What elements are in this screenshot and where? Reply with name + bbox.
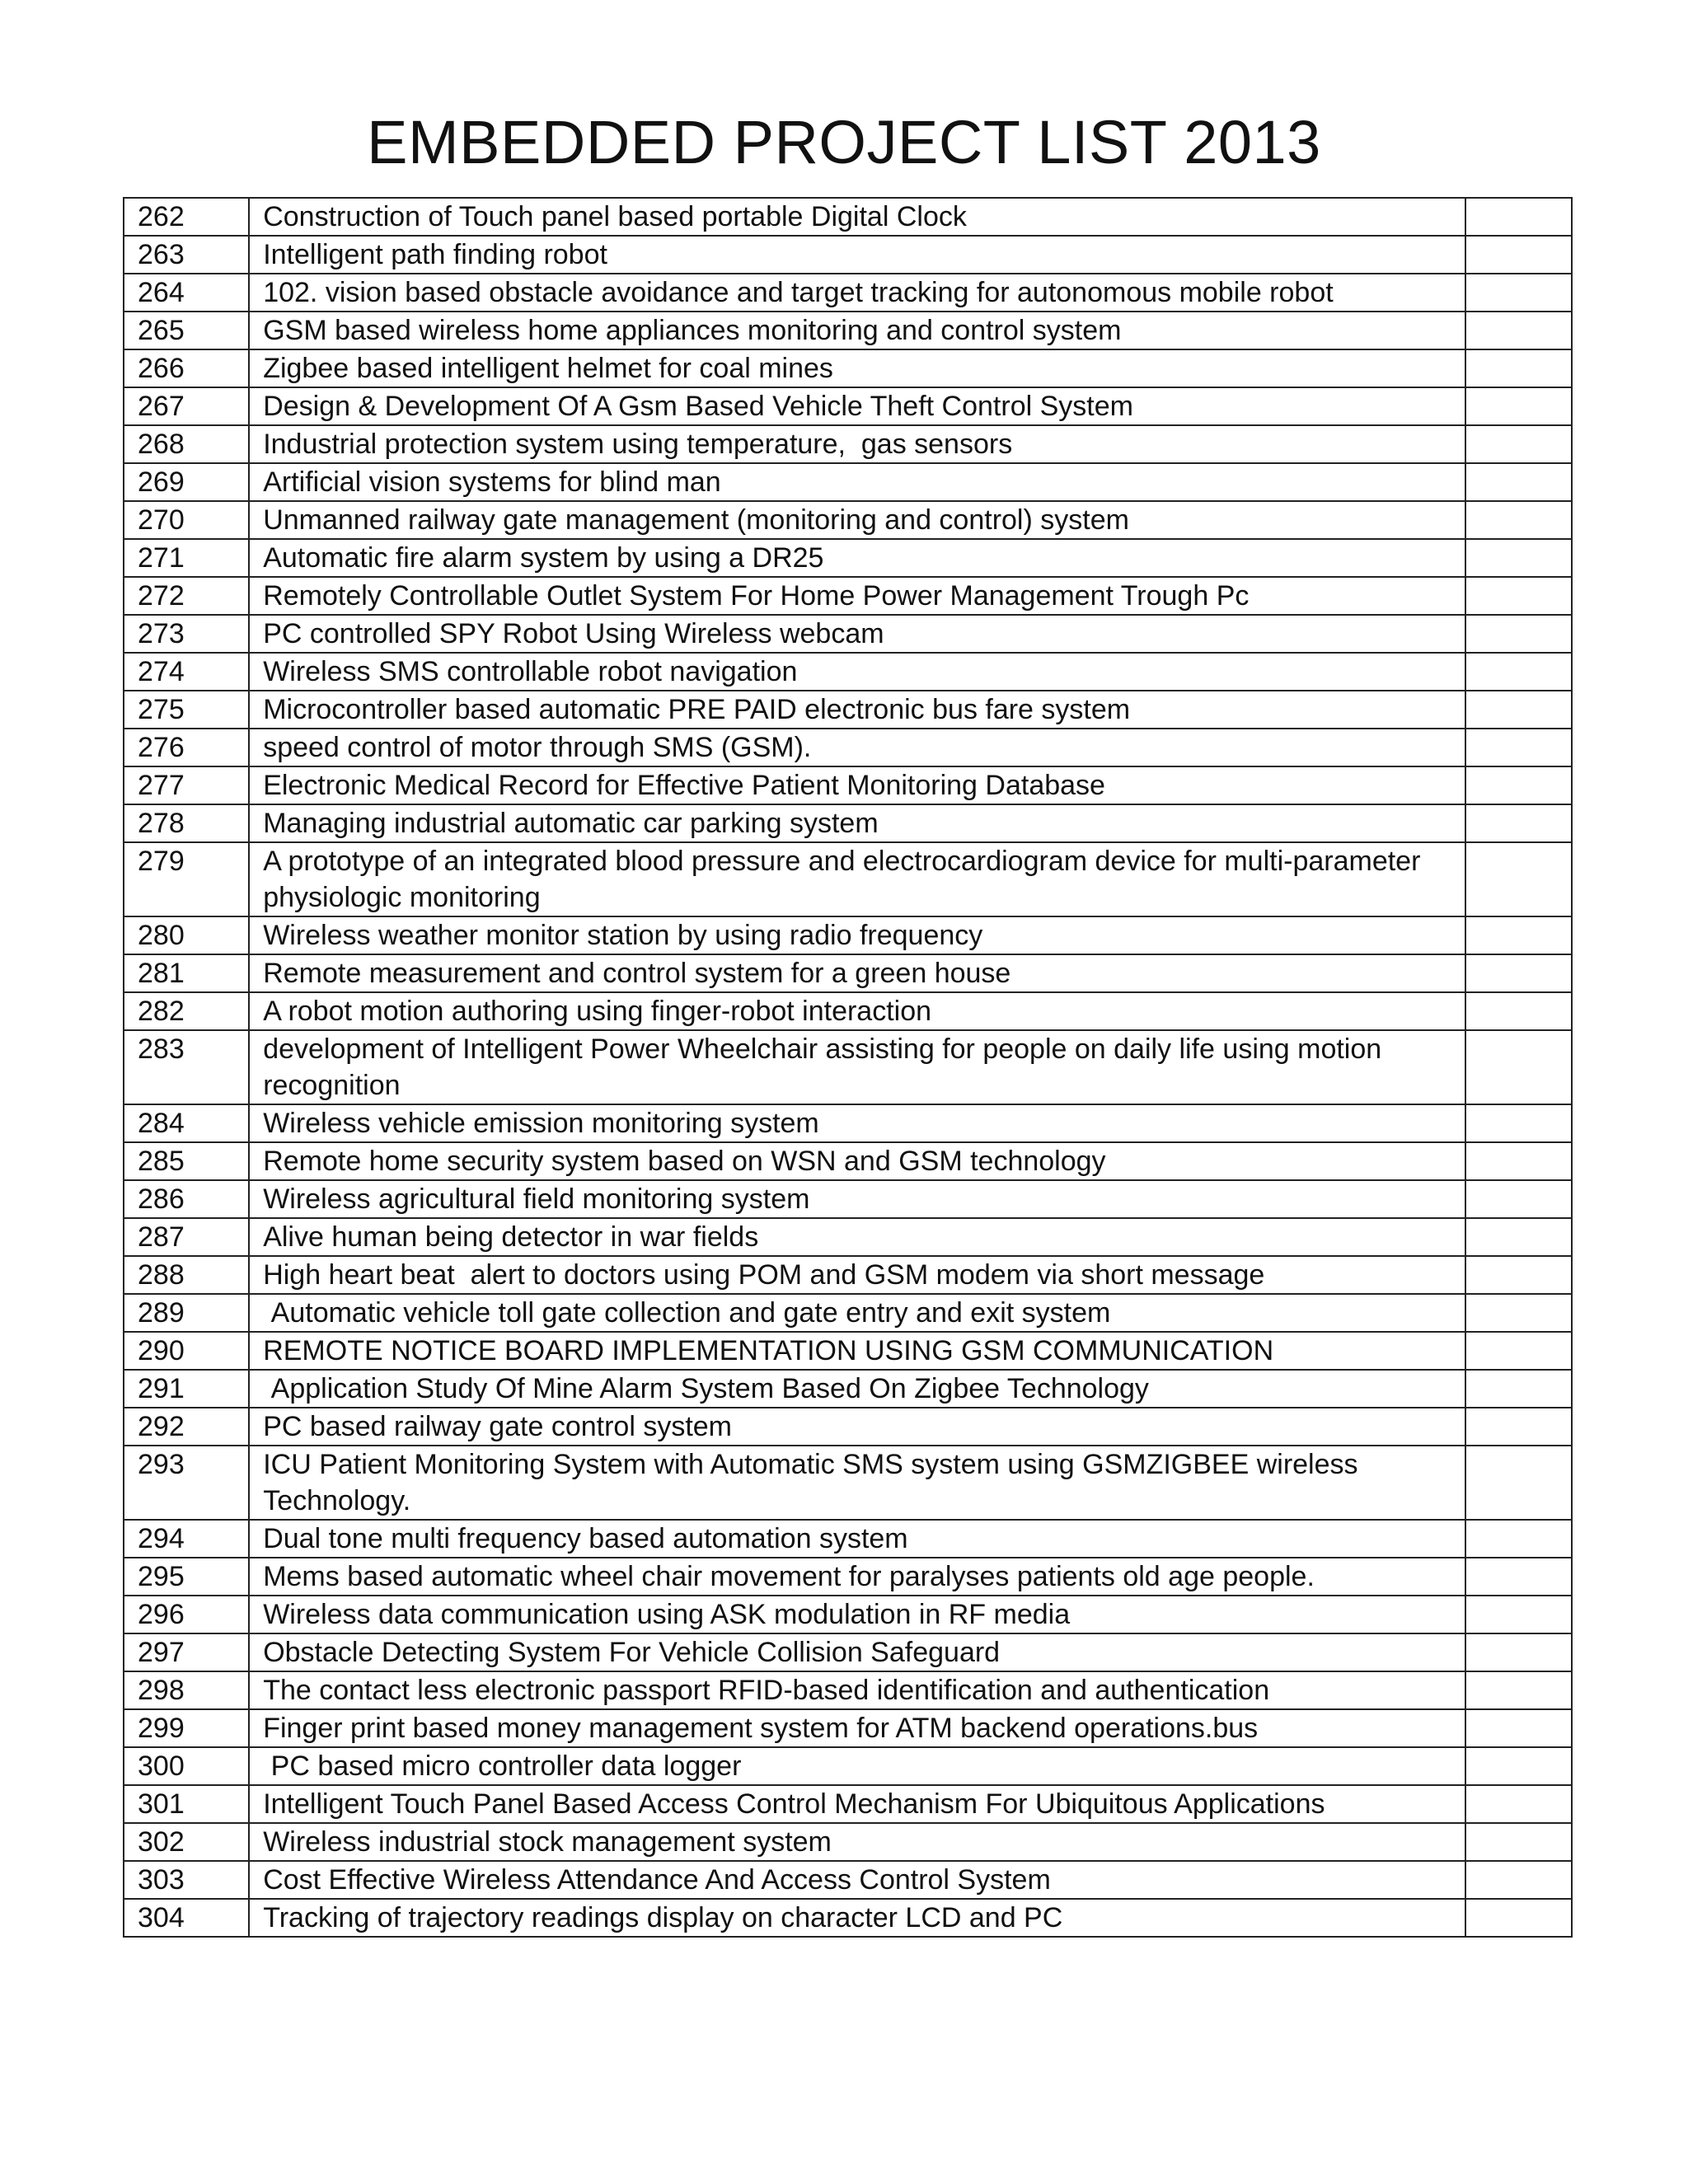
project-number: 278 bbox=[124, 804, 249, 842]
project-title bbox=[249, 463, 1465, 501]
project-title bbox=[249, 691, 1465, 729]
empty-cell bbox=[1465, 577, 1572, 615]
project-title bbox=[249, 1633, 1465, 1671]
project-title-text: Construction of Touch panel based portable Digital Clock bbox=[263, 201, 967, 232]
project-title-text: Automatic fire alarm system by using a DR25 bbox=[263, 542, 824, 574]
table-row bbox=[124, 842, 1572, 916]
table-row bbox=[124, 1899, 1572, 1937]
project-title bbox=[249, 992, 1465, 1030]
table-row bbox=[124, 1446, 1572, 1520]
project-title-text: A robot motion authoring using finger-robot interaction bbox=[263, 996, 932, 1027]
project-title-text: Wireless vehicle emission monitoring system bbox=[263, 1108, 819, 1139]
empty-cell bbox=[1465, 387, 1572, 425]
empty-cell bbox=[1465, 1180, 1572, 1218]
table-row bbox=[124, 1747, 1572, 1785]
empty-cell bbox=[1465, 1823, 1572, 1861]
project-title bbox=[249, 615, 1465, 653]
table-row bbox=[124, 1633, 1572, 1671]
table-row bbox=[124, 916, 1572, 954]
project-title bbox=[249, 349, 1465, 387]
empty-cell bbox=[1465, 1408, 1572, 1446]
table-row bbox=[124, 274, 1572, 312]
project-title bbox=[249, 1180, 1465, 1218]
table-row bbox=[124, 1823, 1572, 1861]
project-title-text: speed control of motor through SMS (GSM). bbox=[263, 732, 812, 763]
empty-cell bbox=[1465, 916, 1572, 954]
table-row bbox=[124, 387, 1572, 425]
empty-cell bbox=[1465, 804, 1572, 842]
project-title bbox=[249, 1747, 1465, 1785]
project-title-text: A prototype of an integrated blood pressure and electrocardiogram device for multi-parameter physiologic monitoring bbox=[263, 846, 1428, 913]
project-number: 284 bbox=[124, 1104, 249, 1142]
project-number: 292 bbox=[124, 1408, 249, 1446]
empty-cell bbox=[1465, 198, 1572, 236]
table-row bbox=[124, 1558, 1572, 1596]
table-row bbox=[124, 1370, 1572, 1408]
project-number: 274 bbox=[124, 653, 249, 691]
project-title-text: Dual tone multi frequency based automation system bbox=[263, 1523, 908, 1554]
project-title bbox=[249, 387, 1465, 425]
project-title-text: Wireless data communication using ASK modulation in RF media bbox=[263, 1599, 1071, 1630]
table-row bbox=[124, 425, 1572, 463]
project-title bbox=[249, 1370, 1465, 1408]
project-number: 280 bbox=[124, 916, 249, 954]
project-number: 291 bbox=[124, 1370, 249, 1408]
empty-cell bbox=[1465, 1861, 1572, 1899]
project-number: 272 bbox=[124, 577, 249, 615]
empty-cell bbox=[1465, 312, 1572, 349]
project-number: 281 bbox=[124, 954, 249, 992]
project-title bbox=[249, 1446, 1465, 1520]
project-title-text: Application Study Of Mine Alarm System Based On Zigbee Technology bbox=[263, 1373, 1149, 1404]
table-row bbox=[124, 312, 1572, 349]
empty-cell bbox=[1465, 274, 1572, 312]
project-title-text: PC based micro controller data logger bbox=[263, 1750, 742, 1782]
table-row bbox=[124, 236, 1572, 274]
project-number: 288 bbox=[124, 1256, 249, 1294]
table-row bbox=[124, 349, 1572, 387]
project-number: 301 bbox=[124, 1785, 249, 1823]
table-row bbox=[124, 992, 1572, 1030]
project-number: 275 bbox=[124, 691, 249, 729]
project-title-text: Industrial protection system using temperature, gas sensors bbox=[263, 429, 1013, 460]
empty-cell bbox=[1465, 1294, 1572, 1332]
project-number: 268 bbox=[124, 425, 249, 463]
empty-cell bbox=[1465, 1218, 1572, 1256]
project-title-text: Intelligent path finding robot bbox=[263, 239, 607, 270]
project-title-text: Cost Effective Wireless Attendance And Access Control System bbox=[263, 1864, 1051, 1896]
project-title bbox=[249, 916, 1465, 954]
empty-cell bbox=[1465, 615, 1572, 653]
project-title bbox=[249, 577, 1465, 615]
project-title-text: Intelligent Touch Panel Based Access Control Mechanism For Ubiquitous Applications bbox=[263, 1788, 1325, 1820]
project-title-text: GSM based wireless home appliances monitoring and control system bbox=[263, 315, 1122, 346]
project-title-text: REMOTE NOTICE BOARD IMPLEMENTATION USING GSM COMMUNICATION bbox=[263, 1335, 1274, 1366]
empty-cell bbox=[1465, 842, 1572, 916]
project-title-text: PC controlled SPY Robot Using Wireless webcam bbox=[263, 618, 884, 649]
project-title bbox=[249, 842, 1465, 916]
project-title bbox=[249, 1520, 1465, 1558]
empty-cell bbox=[1465, 1747, 1572, 1785]
project-title-text: Managing industrial automatic car parking system bbox=[263, 808, 879, 839]
empty-cell bbox=[1465, 1709, 1572, 1747]
project-title bbox=[249, 1861, 1465, 1899]
empty-cell bbox=[1465, 463, 1572, 501]
project-title-text: Artificial vision systems for blind man bbox=[263, 466, 721, 498]
table-row bbox=[124, 1218, 1572, 1256]
project-number: 270 bbox=[124, 501, 249, 539]
project-title bbox=[249, 1785, 1465, 1823]
project-title-text: development of Intelligent Power Wheelchair assisting for people on daily life using motion recognition bbox=[263, 1033, 1390, 1101]
project-number: 269 bbox=[124, 463, 249, 501]
empty-cell bbox=[1465, 1671, 1572, 1709]
empty-cell bbox=[1465, 1558, 1572, 1596]
project-number: 273 bbox=[124, 615, 249, 653]
project-title-text: Wireless industrial stock management system bbox=[263, 1826, 832, 1858]
project-title-text: Tracking of trajectory readings display on character LCD and PC bbox=[263, 1902, 1063, 1933]
project-title-text: Wireless weather monitor station by using radio frequency bbox=[263, 920, 983, 951]
empty-cell bbox=[1465, 1142, 1572, 1180]
table-row bbox=[124, 1520, 1572, 1558]
project-title bbox=[249, 729, 1465, 766]
project-number: 303 bbox=[124, 1861, 249, 1899]
empty-cell bbox=[1465, 1520, 1572, 1558]
project-title bbox=[249, 198, 1465, 236]
table-row bbox=[124, 653, 1572, 691]
table-row bbox=[124, 766, 1572, 804]
project-title bbox=[249, 1030, 1465, 1104]
project-title bbox=[249, 312, 1465, 349]
project-number: 296 bbox=[124, 1596, 249, 1633]
table-row bbox=[124, 577, 1572, 615]
empty-cell bbox=[1465, 766, 1572, 804]
project-title bbox=[249, 804, 1465, 842]
table-row bbox=[124, 615, 1572, 653]
empty-cell bbox=[1465, 1370, 1572, 1408]
project-title bbox=[249, 425, 1465, 463]
empty-cell bbox=[1465, 653, 1572, 691]
project-number: 299 bbox=[124, 1709, 249, 1747]
project-title bbox=[249, 1142, 1465, 1180]
table-row bbox=[124, 539, 1572, 577]
project-title-text: Obstacle Detecting System For Vehicle Collision Safeguard bbox=[263, 1637, 1001, 1668]
project-number: 271 bbox=[124, 539, 249, 577]
project-title-text: Design & Development Of A Gsm Based Vehicle Theft Control System bbox=[263, 391, 1133, 422]
empty-cell bbox=[1465, 501, 1572, 539]
empty-cell bbox=[1465, 1104, 1572, 1142]
project-title bbox=[249, 1294, 1465, 1332]
project-number: 285 bbox=[124, 1142, 249, 1180]
project-title bbox=[249, 954, 1465, 992]
table-row bbox=[124, 954, 1572, 992]
project-title-text: The contact less electronic passport RFID-based identification and authentication bbox=[263, 1675, 1270, 1706]
table-row bbox=[124, 1785, 1572, 1823]
project-title-text: Wireless SMS controllable robot navigation bbox=[263, 656, 798, 687]
empty-cell bbox=[1465, 236, 1572, 274]
table-row bbox=[124, 1671, 1572, 1709]
project-title-text: Mems based automatic wheel chair movement for paralyses patients old age people. bbox=[263, 1561, 1315, 1592]
table-row bbox=[124, 1408, 1572, 1446]
project-title-text: PC based railway gate control system bbox=[263, 1411, 733, 1442]
project-number: 286 bbox=[124, 1180, 249, 1218]
project-title bbox=[249, 1332, 1465, 1370]
table-row bbox=[124, 1030, 1572, 1104]
project-title bbox=[249, 1218, 1465, 1256]
table-row bbox=[124, 198, 1572, 236]
table-row bbox=[124, 1142, 1572, 1180]
project-title bbox=[249, 236, 1465, 274]
project-number: 294 bbox=[124, 1520, 249, 1558]
empty-cell bbox=[1465, 1256, 1572, 1294]
project-number: 267 bbox=[124, 387, 249, 425]
empty-cell bbox=[1465, 954, 1572, 992]
empty-cell bbox=[1465, 1332, 1572, 1370]
project-title bbox=[249, 1823, 1465, 1861]
empty-cell bbox=[1465, 1596, 1572, 1633]
project-title bbox=[249, 274, 1465, 312]
project-title bbox=[249, 539, 1465, 577]
project-number: 290 bbox=[124, 1332, 249, 1370]
table-row bbox=[124, 1294, 1572, 1332]
project-number: 302 bbox=[124, 1823, 249, 1861]
project-title-text: Wireless agricultural field monitoring system bbox=[263, 1183, 810, 1215]
project-title-text: Microcontroller based automatic PRE PAID electronic bus fare system bbox=[263, 694, 1131, 725]
project-title bbox=[249, 766, 1465, 804]
project-number: 295 bbox=[124, 1558, 249, 1596]
empty-cell bbox=[1465, 1633, 1572, 1671]
table-row bbox=[124, 1596, 1572, 1633]
project-number: 276 bbox=[124, 729, 249, 766]
empty-cell bbox=[1465, 691, 1572, 729]
project-number: 287 bbox=[124, 1218, 249, 1256]
project-title-text: Remotely Controllable Outlet System For Home Power Management Trough Pc bbox=[263, 580, 1250, 612]
project-title-text: Automatic vehicle toll gate collection and gate entry and exit system bbox=[263, 1297, 1111, 1329]
project-number: 279 bbox=[124, 842, 249, 916]
project-number: 289 bbox=[124, 1294, 249, 1332]
empty-cell bbox=[1465, 1899, 1572, 1937]
empty-cell bbox=[1465, 992, 1572, 1030]
project-number: 265 bbox=[124, 312, 249, 349]
table-row bbox=[124, 1861, 1572, 1899]
project-title-text: Unmanned railway gate management (monitoring and control) system bbox=[263, 504, 1129, 536]
empty-cell bbox=[1465, 425, 1572, 463]
empty-cell bbox=[1465, 1030, 1572, 1104]
project-title bbox=[249, 1256, 1465, 1294]
table-row bbox=[124, 463, 1572, 501]
project-number: 277 bbox=[124, 766, 249, 804]
project-title bbox=[249, 1709, 1465, 1747]
table-row bbox=[124, 804, 1572, 842]
table-row bbox=[124, 729, 1572, 766]
project-number: 263 bbox=[124, 236, 249, 274]
empty-cell bbox=[1465, 539, 1572, 577]
project-number: 266 bbox=[124, 349, 249, 387]
project-title bbox=[249, 653, 1465, 691]
project-number: 283 bbox=[124, 1030, 249, 1104]
table-row bbox=[124, 1104, 1572, 1142]
project-title bbox=[249, 1671, 1465, 1709]
project-title bbox=[249, 1899, 1465, 1937]
empty-cell bbox=[1465, 1785, 1572, 1823]
project-title-text: Remote home security system based on WSN and GSM technology bbox=[263, 1146, 1106, 1177]
project-title bbox=[249, 1596, 1465, 1633]
project-title bbox=[249, 1104, 1465, 1142]
project-title-text: Finger print based money management system for ATM backend operations.bus bbox=[263, 1713, 1259, 1744]
empty-cell bbox=[1465, 1446, 1572, 1520]
project-title bbox=[249, 1408, 1465, 1446]
project-title-text: Alive human being detector in war fields bbox=[263, 1221, 759, 1253]
project-table bbox=[123, 197, 1573, 1938]
project-title-text: Remote measurement and control system for a green house bbox=[263, 958, 1011, 989]
project-number: 300 bbox=[124, 1747, 249, 1785]
table-row bbox=[124, 1332, 1572, 1370]
project-title-text: 102. vision based obstacle avoidance and target tracking for autonomous mobile robot bbox=[263, 277, 1334, 308]
project-title bbox=[249, 1558, 1465, 1596]
project-title bbox=[249, 501, 1465, 539]
table-row bbox=[124, 1709, 1572, 1747]
project-number: 298 bbox=[124, 1671, 249, 1709]
project-table-body bbox=[124, 198, 1572, 1937]
project-number: 293 bbox=[124, 1446, 249, 1520]
project-title-text: Electronic Medical Record for Effective Patient Monitoring Database bbox=[263, 770, 1105, 801]
project-number: 262 bbox=[124, 198, 249, 236]
project-title-text: ICU Patient Monitoring System with Automatic SMS system using GSMZIGBEE wireless Technology. bbox=[263, 1449, 1366, 1516]
project-title-text: High heart beat alert to doctors using POM and GSM modem via short message bbox=[263, 1259, 1265, 1291]
empty-cell bbox=[1465, 729, 1572, 766]
table-row bbox=[124, 1180, 1572, 1218]
empty-cell bbox=[1465, 349, 1572, 387]
project-number: 297 bbox=[124, 1633, 249, 1671]
table-row bbox=[124, 1256, 1572, 1294]
table-row bbox=[124, 691, 1572, 729]
table-row bbox=[124, 501, 1572, 539]
page-title: EMBEDDED PROJECT LIST 2013 bbox=[367, 108, 1321, 176]
project-number: 304 bbox=[124, 1899, 249, 1937]
project-number: 282 bbox=[124, 992, 249, 1030]
project-number: 264 bbox=[124, 274, 249, 312]
project-title-text: Zigbee based intelligent helmet for coal mines bbox=[263, 353, 833, 384]
